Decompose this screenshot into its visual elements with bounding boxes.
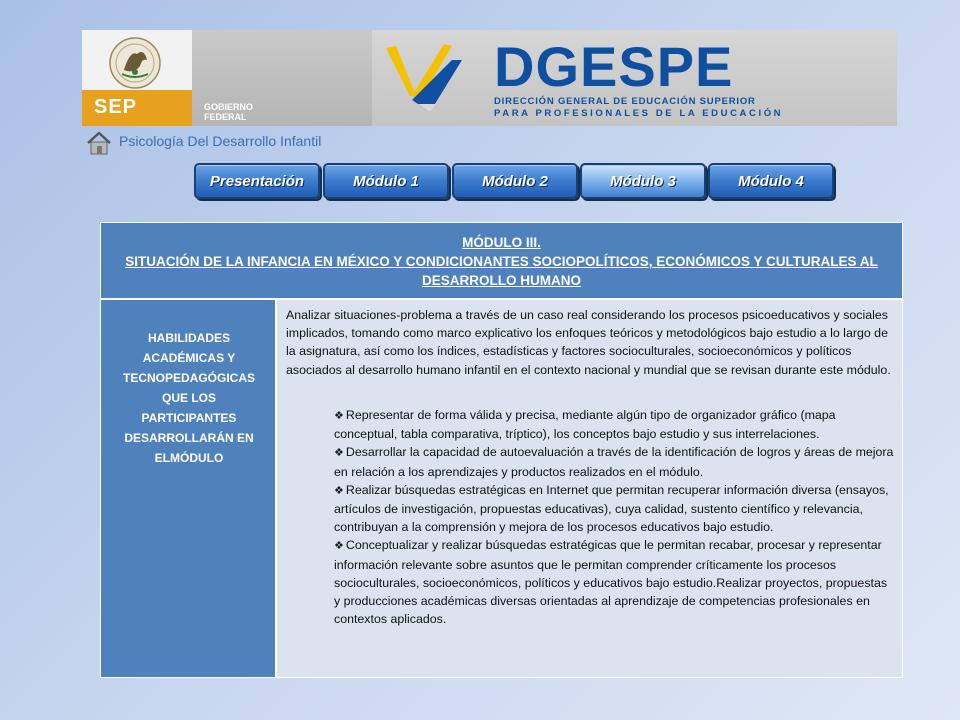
eagle-seal-icon — [100, 36, 170, 90]
list-item — [334, 443, 894, 480]
bullet-diamond-icon: ❖ — [334, 540, 344, 553]
gov-line-2: FEDERAL — [204, 112, 247, 122]
list-item-text: Realizar búsquedas estratégicas en Internet que permitan recuperar información diversa (ensayos, artículos de investigación, propuestas educativas), cuya calidad, sustento científico y relevancia, contribuyan a la comprensión y mejora de los procesos educativos bajo estudio. — [334, 482, 889, 535]
tab-presentacion[interactable]: Presentación — [194, 163, 320, 199]
list-item-text: Representar de forma válida y precisa, mediante algún tipo de organizador gráfico (mapa conceptual, tabla comparativa, tríptico), los conceptos bajo estudio y sus interrelaciones. — [334, 408, 836, 442]
dgespe-title: DGESPE — [494, 35, 734, 98]
skills-label-cell — [101, 300, 275, 677]
breadcrumb-course-title[interactable]: Psicología Del Desarrollo Infantil — [119, 133, 322, 149]
module-title-link[interactable]: SITUACIÓN DE LA INFANCIA EN MÉXICO Y CONDICIONANTES SOCIOPOLÍTICOS, ECONÓMICOS Y CULTURALES AL DESARROLLO HUMANO — [125, 254, 878, 288]
dgespe-subtitle-2: PARA PROFESIONALES DE LA EDUCACIÓN — [494, 108, 784, 119]
home-icon[interactable] — [86, 131, 112, 155]
tab-modulo-4[interactable]: Módulo 4 — [708, 163, 834, 199]
tab-modulo-3[interactable]: Módulo 3 — [580, 163, 706, 199]
list-item — [334, 536, 894, 628]
bullet-diamond-icon: ❖ — [334, 410, 344, 422]
dgespe-subtitle-1: DIRECCIÓN GENERAL DE EDUCACIÓN SUPERIOR — [494, 96, 756, 107]
bullet-diamond-icon: ❖ — [334, 484, 344, 497]
skills-list — [334, 406, 894, 628]
sep-logo-text: SEP — [94, 96, 138, 118]
list-item-text: Conceptualizar y realizar búsquedas estratégicas que le permitan recabar, procesar y representar información relevante sobre asuntos que le permitan comprender críticamente los procesos socioculturales, socioeconómicos, políticos y educativos bajo estudio.Realizar proyectos, propuestas y producciones académicas diversas orientadas al aprendizaje de competencias profesionales en contextos aplicados. — [334, 538, 888, 627]
skills-label: HABILIDADES ACADÉMICAS Y TECNOPEDAGÓGICAS QUE LOS PARTICIPANTES DESARROLLARÁN EN ELMÓDULO — [122, 331, 255, 465]
tab-modulo-1[interactable]: Módulo 1 — [323, 163, 449, 199]
module-header — [101, 223, 902, 298]
module-heading-link[interactable]: MÓDULO III. — [462, 235, 541, 250]
list-item — [334, 406, 894, 443]
dgespe-logo-icon — [382, 38, 482, 118]
skills-content-cell — [277, 300, 902, 677]
bullet-diamond-icon: ❖ — [334, 447, 344, 460]
module-table — [100, 222, 903, 678]
tab-modulo-2[interactable]: Módulo 2 — [452, 163, 578, 199]
list-item — [334, 481, 894, 537]
module-intro-text: Analizar situaciones-problema a través de un caso real considerando los procesos psicoeducativos y sociales implicados, tomando como marco explicativo los enfoques teóricos y metodológicos bajo estudio a lo largo de la asignatura, así como los índices, estadísticas y factores socioculturales, socioeconómicos y políticos asociados al desarrollo humano infantil en el contexto nacional y mundial que se revisan durante este módulo. — [286, 308, 891, 377]
header-banner — [82, 30, 897, 126]
list-item-text: Desarrollar la capacidad de autoevaluación a través de la identificación de logros y áreas de mejora en relación a los aprendizajes y productos realizados en el módulo. — [334, 445, 894, 479]
gov-line-1: GOBIERNO — [204, 102, 254, 112]
gobierno-federal-label — [204, 102, 253, 122]
